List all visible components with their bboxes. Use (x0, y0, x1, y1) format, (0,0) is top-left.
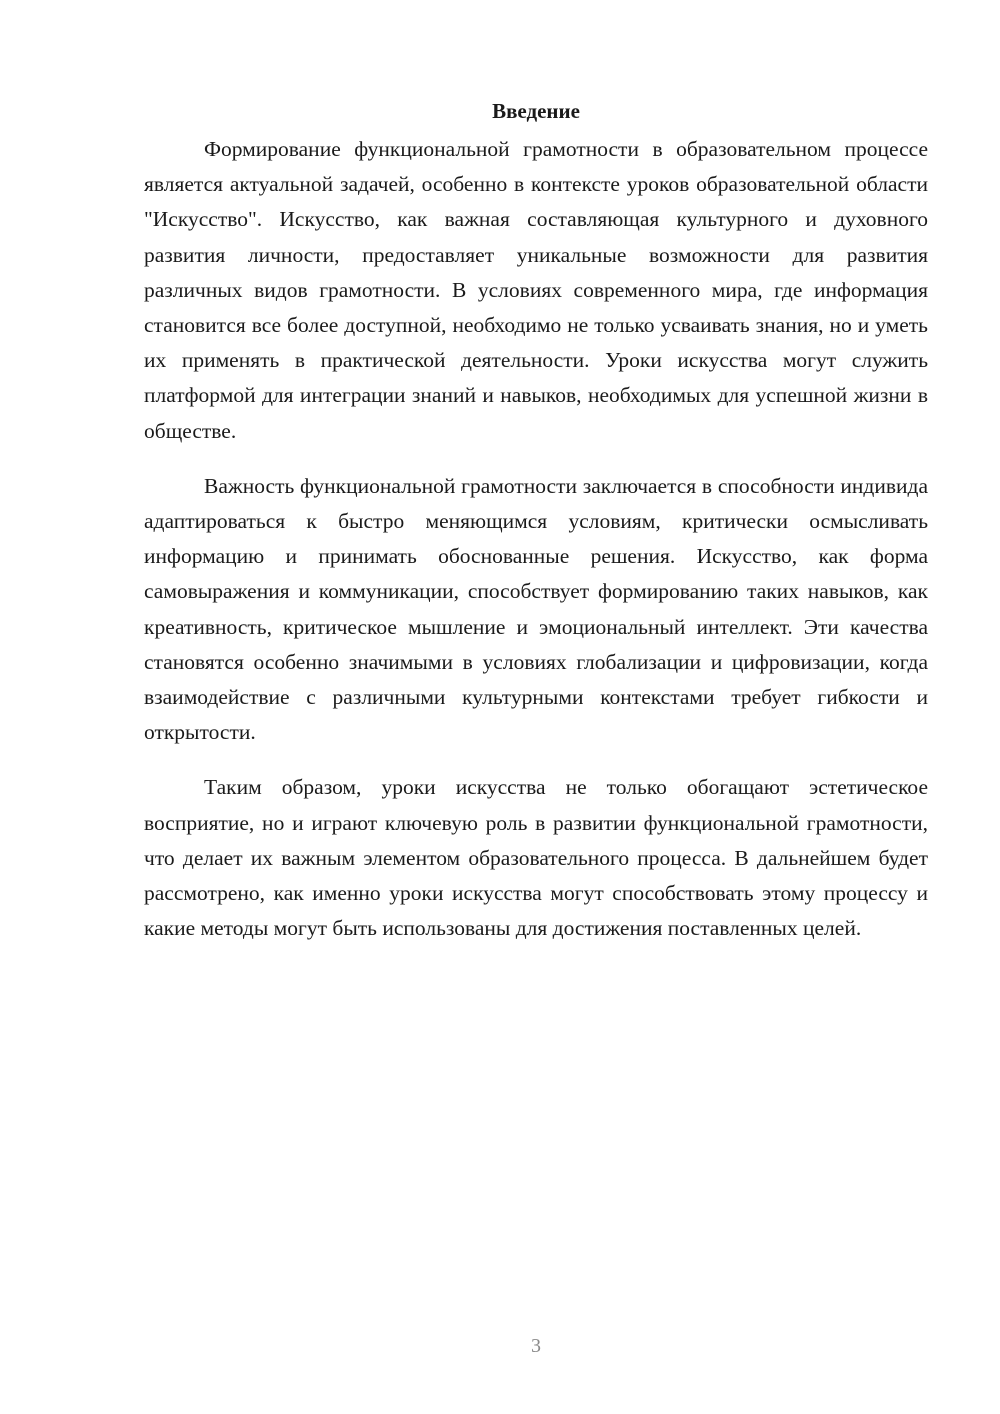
page-number: 3 (531, 1335, 541, 1357)
paragraph-1: Формирование функциональной грамотности в образовательном процессе является актуальной задачей, особенно в контексте уроков образовательной области "Искусство". Искусство, как важная составляющая культурного и духовного развития личности, предоставляет уникальные возможности для развития различных видов грамотности. В условиях современного мира, где информация становится все более доступной, необходимо не только усваивать знания, но и уметь их применять в практической деятельности. Уроки искусства могут служить платформой для интеграции знаний и навыков, необходимых для успешной жизни в обществе. (144, 137, 928, 443)
paragraph-2: Важность функциональной грамотности заключается в способности индивида адаптироваться к быстро меняющимся условиям, критически осмысливать информацию и принимать обоснованные решения. Искусство, как форма самовыражения и коммуникации, способствует формированию таких навыков, как креативность, критическое мышление и эмоциональный интеллект. Эти качества становятся особенно значимыми в условиях глобализации и цифровизации, когда взаимодействие с различными культурными контекстами требует гибкости и открытости. (144, 473, 928, 745)
section-title: Введение (492, 99, 580, 123)
page-content (144, 96, 928, 966)
paragraph-3: Таким образом, уроки искусства не только обогащают эстетическое восприятие, но и играют ключевую роль в развитии функциональной грамотности, что делает их важным элементом образовательного процесса. В дальнейшем будет рассмотрено, как именно уроки искусства могут способствовать этому процессу и какие методы могут быть использованы для достижения поставленных целей. (144, 775, 928, 941)
